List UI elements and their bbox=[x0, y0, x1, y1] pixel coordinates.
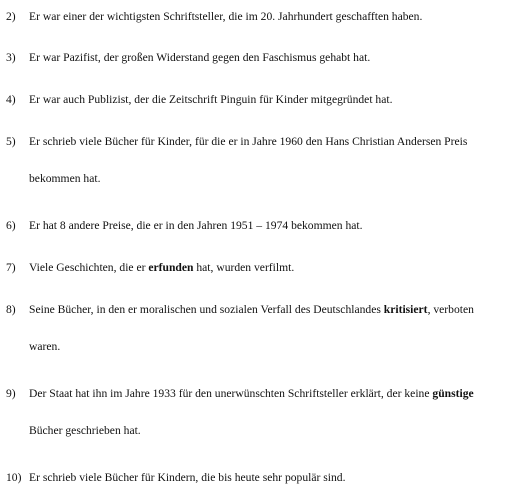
item-text bbox=[29, 303, 474, 317]
item-number: 8) bbox=[6, 303, 16, 316]
item-number: 3) bbox=[6, 51, 16, 64]
item-text-start: Der Staat hat ihn im Jahre 1933 für den unerwünschten Schriftsteller erklärt, der keine bbox=[29, 387, 433, 400]
item-text-end: hat, wurden verfilmt. bbox=[193, 261, 295, 274]
item-number: 5) bbox=[6, 135, 16, 148]
item-text-start: Viele Geschichten, die er bbox=[29, 261, 149, 274]
bold-word: erfunden bbox=[148, 261, 194, 274]
bold-word: günstige bbox=[432, 387, 474, 400]
item-text-continuation: Bücher geschrieben hat. bbox=[29, 424, 141, 437]
item-number: 6) bbox=[6, 219, 16, 232]
item-text-continuation: waren. bbox=[29, 340, 61, 353]
item-text-continuation: bekommen hat. bbox=[29, 172, 101, 185]
item-number: 2) bbox=[6, 10, 16, 23]
item-text: Er war Pazifist, der großen Widerstand gegen den Faschismus gehabt hat. bbox=[29, 51, 371, 64]
item-text bbox=[29, 387, 474, 401]
item-text: Er schrieb viele Bücher für Kindern, die bis heute sehr populär sind. bbox=[29, 471, 346, 484]
item-text-end: , verboten bbox=[427, 303, 474, 316]
item-number: 4) bbox=[6, 93, 16, 106]
bold-word: kritisiert bbox=[383, 303, 428, 316]
item-text: Er war einer der wichtigsten Schriftsteller, die im 20. Jahrhundert geschafften haben. bbox=[29, 10, 423, 23]
item-text: Er war auch Publizist, der die Zeitschrift Pinguin für Kinder mitgegründet hat. bbox=[29, 93, 393, 106]
item-text-start: Seine Bücher, in den er moralischen und sozialen Verfall des Deutschlandes bbox=[29, 303, 384, 316]
item-text: Er schrieb viele Bücher für Kinder, für die er in Jahre 1960 den Hans Christian Andersen Preis bbox=[29, 135, 468, 148]
item-number: 10) bbox=[6, 471, 22, 484]
item-number: 7) bbox=[6, 261, 16, 274]
item-text bbox=[29, 261, 294, 275]
item-number: 9) bbox=[6, 387, 16, 400]
item-text: Er hat 8 andere Preise, die er in den Jahren 1951 – 1974 bekommen hat. bbox=[29, 219, 363, 232]
